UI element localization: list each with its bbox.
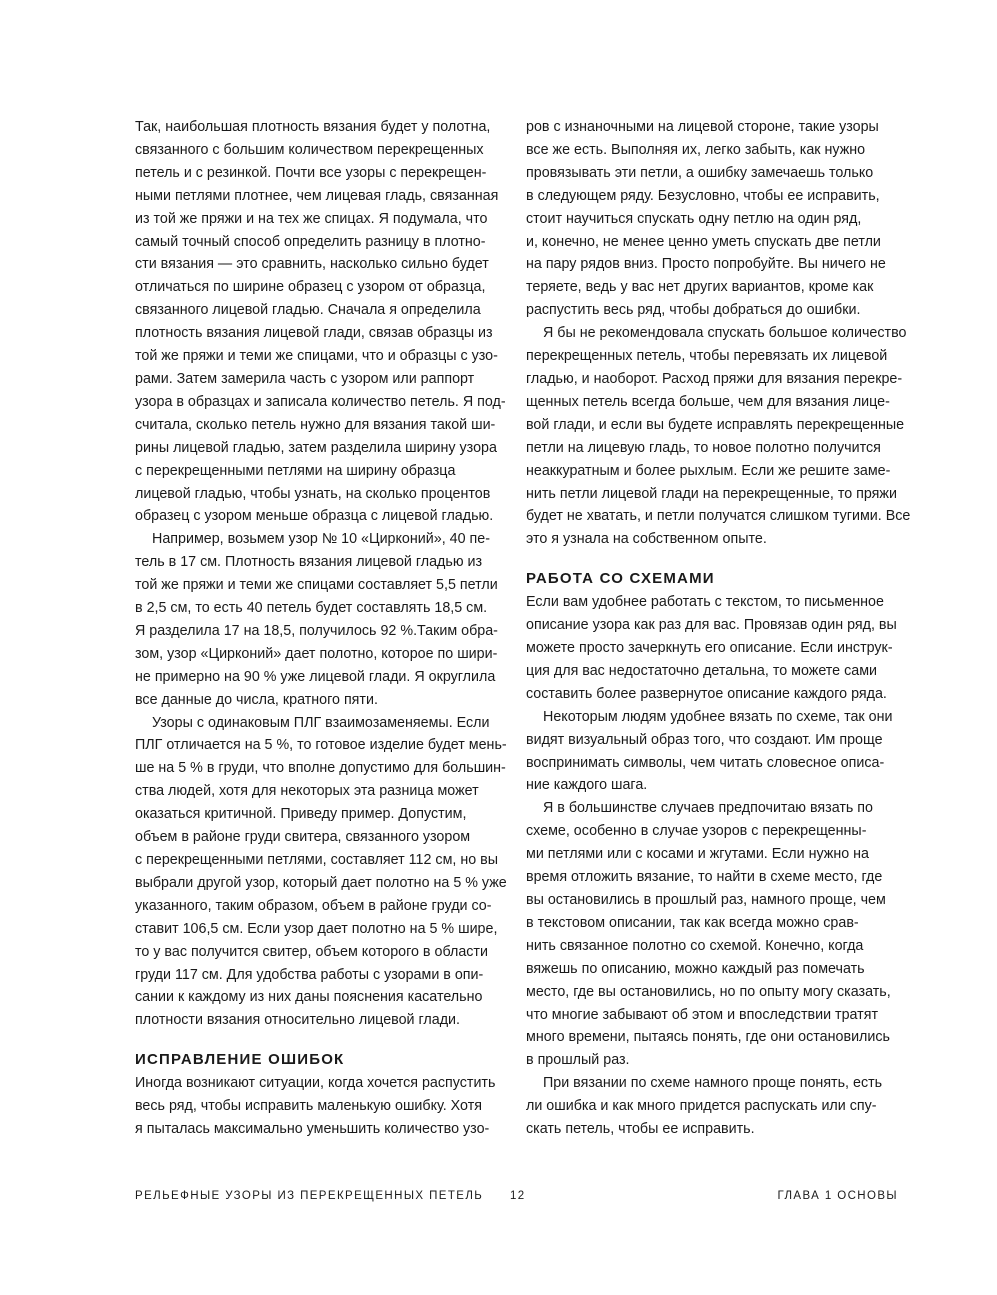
text-line: воспринимать символы, чем читать словесное описа- xyxy=(526,754,885,771)
text-line: то у вас получится свитер, объем которого в области xyxy=(135,943,488,960)
text-line: ставит 106,5 см. Если узор дает полотно на 5 % шире, xyxy=(135,920,498,937)
text-line: петель и с резинкой. Почти все узоры с перекрещен- xyxy=(135,164,487,181)
text-line: плотность вязания лицевой глади, связав образцы из xyxy=(135,325,493,342)
text-line: с перекрещенными петлями на ширину образца xyxy=(135,462,456,479)
text-line: гладью, и наоборот. Расход пряжи для вязания перекре- xyxy=(526,370,903,387)
paragraph xyxy=(135,1072,507,1141)
paragraph xyxy=(526,706,898,798)
text-line: составить более развернутое описание каждого ряда. xyxy=(526,685,887,702)
text-line: Так, наибольшая плотность вязания будет у полотна, xyxy=(135,119,491,135)
text-line: лицевой гладью, чтобы узнать, на сколько процентов xyxy=(135,485,491,502)
right-column xyxy=(526,116,911,1141)
text-line: стоит научиться спускать одну петлю на один ряд, xyxy=(526,210,862,227)
text-line: той же пряжи и теми же спицами, что и образцы с узо- xyxy=(135,348,498,365)
text-line: в текстовом описании, так как всегда можно срав- xyxy=(526,914,859,931)
text-line: узора в образцах и записала количество петель. Я под- xyxy=(135,393,506,410)
running-footer-chapter: ГЛАВА 1 ОСНОВЫ xyxy=(777,1190,898,1202)
paragraph xyxy=(135,116,507,528)
paragraph xyxy=(526,116,898,322)
text-line: провязывать эти петли, а ошибку замечаешь только xyxy=(526,164,874,181)
text-line: ция для вас недостаточно детальна, то можете сами xyxy=(526,662,878,679)
text-line: что многие забывают об этом и впоследствии тратят xyxy=(526,1006,879,1023)
text-line: выбрали другой узор, который дает полотно на 5 % уже xyxy=(135,874,507,891)
paragraph xyxy=(135,528,507,711)
left-column xyxy=(135,116,507,1141)
text-line: весь ряд, чтобы исправить маленькую ошибку. Хотя xyxy=(135,1098,482,1115)
text-line: груди 117 см. Для удобства работы с узорами в опи- xyxy=(135,966,484,983)
text-line: образец с узором меньше образца с лицевой гладью. xyxy=(135,508,494,525)
text-line: ными петлями плотнее, чем лицевая гладь, связанная xyxy=(135,187,499,204)
text-line: схеме, особенно в случае узоров с перекрещенны- xyxy=(526,823,867,840)
text-line: ние каждого шага. xyxy=(526,777,648,794)
text-line: ли ошибка и как много придется распускать или спу- xyxy=(526,1098,877,1115)
text-line: будет не хватать, и петли получатся слишком тугими. Все xyxy=(526,508,911,525)
text-line: описание узора как раз для вас. Провязав один ряд, вы xyxy=(526,617,897,634)
text-line: щенных петель всегда больше, чем для вязания лице- xyxy=(526,393,890,410)
section-heading: ИСПРАВЛЕНИЕ ОШИБОК xyxy=(135,1051,345,1069)
text-line: все данные до числа, кратного пяти. xyxy=(135,691,378,708)
text-line: петли на лицевую гладь, то новое полотно получится xyxy=(526,439,881,456)
paragraph xyxy=(526,591,898,706)
text-line: тель в 17 см. Плотность вязания лицевой гладью из xyxy=(135,554,483,571)
paragraph xyxy=(526,1072,898,1141)
text-line: вой глади, и если вы будете исправлять перекрещенные xyxy=(526,416,905,433)
text-line: самый точный способ определить разницу в плотно- xyxy=(135,233,486,250)
text-line: оказаться критичной. Приведу пример. Допустим, xyxy=(135,806,467,823)
section-heading: РАБОТА СО СХЕМАМИ xyxy=(526,570,715,588)
text-line: место, где вы остановились, но по опыту могу сказать, xyxy=(526,983,891,1000)
text-line: можете просто зачеркнуть его описание. Если инструк- xyxy=(526,640,893,657)
text-line: неаккуратным и более рыхлым. Если же решите заме- xyxy=(526,462,891,479)
text-line: ПЛГ отличается на 5 %, то готовое изделие будет мень- xyxy=(135,737,507,754)
text-line: время отложить вязание, то найти в схеме место, где xyxy=(526,869,883,886)
paragraph xyxy=(526,797,898,1072)
text-line: это я узнала на собственном опыте. xyxy=(526,531,767,548)
text-line: распустить весь ряд, чтобы добраться до ошибки. xyxy=(526,302,861,319)
text-line: сти вязания — это сравнить, насколько сильно будет xyxy=(135,256,489,273)
text-line: я пыталась максимально уменьшить количество узо- xyxy=(135,1121,490,1138)
text-line: рами. Затем замерила часть с узором или раппорт xyxy=(135,370,475,387)
text-line: из той же пряжи и на тех же спицах. Я подумала, что xyxy=(135,210,488,227)
text-line: на пару рядов вниз. Просто попробуйте. Вы ничего не xyxy=(526,256,886,273)
text-line: считала, сколько петель нужно для вязания такой ши- xyxy=(135,416,496,433)
text-line: нить петли лицевой глади на перекрещенные, то пряжи xyxy=(526,485,897,502)
text-line: много времени, пытаясь понять, где они остановились xyxy=(526,1029,890,1046)
text-line: Я разделила 17 на 18,5, получилось 92 %.Таким обра- xyxy=(135,622,498,639)
text-line: все же есть. Выполняя их, легко забыть, как нужно xyxy=(526,141,866,158)
text-line: Если вам удобнее работать с текстом, то письменное xyxy=(526,594,884,611)
text-line: Узоры с одинаковым ПЛГ взаимозаменяемы. Если xyxy=(152,714,490,731)
text-line: связанного лицевой гладью. Сначала я определила xyxy=(135,302,481,319)
text-line: видят визуальный образ того, что создают. Им проще xyxy=(526,731,883,748)
text-line: не примерно на 90 % уже лицевой глади. Я округлила xyxy=(135,668,496,685)
text-line: теряете, ведь у вас нет других вариантов, кроме как xyxy=(526,279,874,296)
text-line: рины лицевой гладью, затем разделила ширину узора xyxy=(135,439,497,456)
text-line: скать петель, чтобы ее исправить. xyxy=(526,1121,755,1138)
text-line: в 2,5 см, то есть 40 петель будет составлять 18,5 см. xyxy=(135,600,488,617)
text-line: в прошлый раз. xyxy=(526,1052,630,1069)
running-footer-title: РЕЛЬЕФНЫЕ УЗОРЫ ИЗ ПЕРЕКРЕЩЕННЫХ ПЕТЕЛЬ xyxy=(135,1190,484,1202)
text-line: и, конечно, не менее ценно уметь спускать две петли xyxy=(526,233,881,250)
paragraph xyxy=(526,322,911,551)
text-line: вяжешь по описанию, можно каждый раз помечать xyxy=(526,960,865,977)
text-line: связанного с большим количеством перекрещенных xyxy=(135,141,484,158)
text-line: Например, возьмем узор № 10 «Цирконий», 40 пе- xyxy=(152,531,490,548)
text-line: Я бы не рекомендовала спускать большое количество xyxy=(543,325,907,342)
text-line: нить связанное полотно со схемой. Конечно, когда xyxy=(526,937,864,954)
text-line: ров с изнаночными на лицевой стороне, такие узоры xyxy=(526,119,879,135)
text-line: Я в большинстве случаев предпочитаю вязать по xyxy=(543,800,873,817)
text-line: Некоторым людям удобнее вязать по схеме, так они xyxy=(543,708,893,725)
text-line: зом, узор «Цирконий» дает полотно, которое по шири- xyxy=(135,645,498,662)
text-line: в следующем ряду. Безусловно, чтобы ее исправить, xyxy=(526,187,880,204)
text-line: объем в районе груди свитера, связанного узором xyxy=(135,829,471,846)
page-number: 12 xyxy=(510,1190,526,1202)
text-line: сании к каждому из них даны пояснения касательно xyxy=(135,989,483,1006)
text-line: перекрещенных петель, чтобы перевязать их лицевой xyxy=(526,348,888,365)
text-line: ства людей, хотя для некоторых эта разница может xyxy=(135,783,479,800)
text-line: отличаться по ширине образец с узором от образца, xyxy=(135,279,486,296)
text-line: ше на 5 % в груди, что вполне допустимо для большин- xyxy=(135,760,506,777)
text-line: Иногда возникают ситуации, когда хочется распустить xyxy=(135,1075,496,1092)
text-line: указанного, таким образом, объем в районе груди со- xyxy=(135,897,492,914)
text-line: вы остановились в прошлый раз, намного проще, чем xyxy=(526,892,886,908)
text-line: той же пряжи и теми же спицами составляет 5,5 петли xyxy=(135,577,498,594)
text-line: ми петлями или с косами и жгутами. Если нужно на xyxy=(526,846,870,863)
text-line: При вязании по схеме намного проще понять, есть xyxy=(543,1075,883,1092)
text-line: плотности вязания относительно лицевой глади. xyxy=(135,1012,460,1029)
text-line: с перекрещенными петлями, составляет 112 см, но вы xyxy=(135,852,499,868)
paragraph xyxy=(135,712,507,1033)
